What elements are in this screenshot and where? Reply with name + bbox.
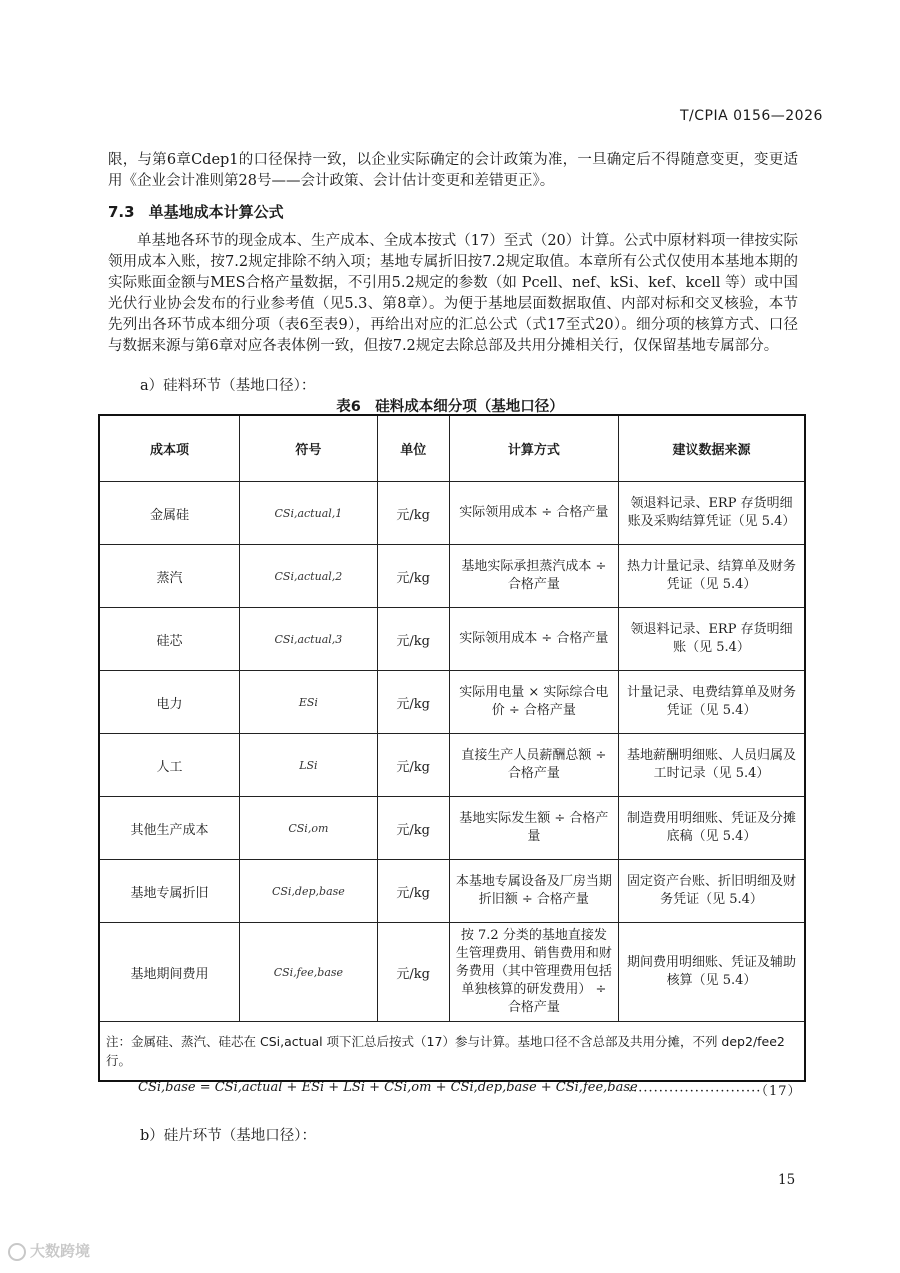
cell-calc: 实际领用成本 ÷ 合格产量 bbox=[449, 608, 618, 671]
cell-item: 电力 bbox=[99, 671, 240, 734]
header-data-source: 建议数据来源 bbox=[619, 415, 805, 482]
cell-calc: 基地实际发生额 ÷ 合格产量 bbox=[449, 797, 618, 860]
table-row bbox=[99, 923, 805, 1022]
cell-symbol: LSi bbox=[240, 734, 378, 797]
table-row bbox=[99, 482, 805, 545]
cell-item: 金属硅 bbox=[99, 482, 240, 545]
cell-calc: 直接生产人员薪酬总额 ÷ 合格产量 bbox=[449, 734, 618, 797]
cell-item: 硅芯 bbox=[99, 608, 240, 671]
cell-item: 基地期间费用 bbox=[99, 923, 240, 1022]
watermark-text: 大数跨境 bbox=[30, 1242, 91, 1260]
cell-source: 期间费用明细账、凭证及辅助核算（见 5.4） bbox=[619, 923, 805, 1022]
cell-item: 基地专属折旧 bbox=[99, 860, 240, 923]
document-code: T/CPIA 0156—2026 bbox=[680, 108, 823, 124]
cell-calc: 实际用电量 × 实际综合电价 ÷ 合格产量 bbox=[449, 671, 618, 734]
formula-dots: ·························· bbox=[628, 1084, 762, 1099]
table-row bbox=[99, 734, 805, 797]
cell-calc: 实际领用成本 ÷ 合格产量 bbox=[449, 482, 618, 545]
table-row bbox=[99, 545, 805, 608]
intro-paragraph: 限，与第6章Cdep1的口径保持一致，以企业实际确定的会计政策为准，一旦确定后不得随意变更，变更适用《企业会计准则第28号——会计政策、会计估计变更和差错更正》。 bbox=[108, 152, 798, 189]
body-paragraph: 单基地各环节的现金成本、生产成本、全成本按式（17）至式（20）计算。公式中原材料项一律按实际领用成本入账，按7.2规定排除不纳入项；基地专属折旧按7.2规定取值。本章所有公式仅使用本基地本期的实际账面金额与MES合格产量数据，不引用5.2规定的参数（如 Pcell、nef、kSi、kef、kcell 等）或中国光伏行业协会发布的行业参考值（见5.3、第8章）。为便于基地层面数据取值、内部对标和交叉核验，本节先列出各环节成本细分项（表6至表9），再给出对应的汇总公式（式17至式20）。细分项的核算方式、口径与数据来源与第6章对应各表体例一致，但按7.2规定去除总部及共用分摊相关行，仅保留基地专属部分。 bbox=[108, 233, 798, 354]
table-row bbox=[99, 671, 805, 734]
cell-source: 领退料记录、ERP 存货明细账及采购结算凭证（见 5.4） bbox=[619, 482, 805, 545]
cell-unit: 元/kg bbox=[377, 671, 449, 734]
item-a-label: a）硅料环节（基地口径）： bbox=[140, 378, 316, 394]
table-header-row bbox=[99, 415, 805, 482]
table-caption: 表6 硅料成本细分项（基地口径） bbox=[336, 399, 564, 415]
page-number: 15 bbox=[778, 1172, 796, 1188]
cell-item: 其他生产成本 bbox=[99, 797, 240, 860]
cell-unit: 元/kg bbox=[377, 923, 449, 1022]
section-heading bbox=[108, 201, 284, 222]
header-symbol: 符号 bbox=[240, 415, 378, 482]
cell-unit: 元/kg bbox=[377, 545, 449, 608]
cell-source: 领退料记录、ERP 存货明细账（见 5.4） bbox=[619, 608, 805, 671]
table-note-row bbox=[99, 1022, 805, 1082]
cell-symbol: CSi,dep,base bbox=[240, 860, 378, 923]
table-note: 注：金属硅、蒸汽、硅芯在 CSi,actual 项下汇总后按式（17）参与计算。基地口径不含总部及共用分摊，不列 dep2/fee2 行。 bbox=[99, 1022, 805, 1082]
cell-source: 基地薪酬明细账、人员归属及工时记录（见 5.4） bbox=[619, 734, 805, 797]
cell-calc: 按 7.2 分类的基地直接发生管理费用、销售费用和财务费用（其中管理费用包括单独核算的研发费用） ÷ 合格产量 bbox=[449, 923, 618, 1022]
formula-leader bbox=[628, 1080, 802, 1099]
header-calc-method: 计算方式 bbox=[449, 415, 618, 482]
formula-number: （17） bbox=[761, 1084, 802, 1099]
header-unit: 单位 bbox=[377, 415, 449, 482]
cell-source: 固定资产台账、折旧明细及财务凭证（见 5.4） bbox=[619, 860, 805, 923]
cell-source: 计量记录、电费结算单及财务凭证（见 5.4） bbox=[619, 671, 805, 734]
cell-calc: 基地实际承担蒸汽成本 ÷ 合格产量 bbox=[449, 545, 618, 608]
cell-item: 人工 bbox=[99, 734, 240, 797]
cell-symbol: CSi,om bbox=[240, 797, 378, 860]
table-row bbox=[99, 797, 805, 860]
cost-table bbox=[98, 414, 806, 1082]
cell-source: 热力计量记录、结算单及财务凭证（见 5.4） bbox=[619, 545, 805, 608]
cell-symbol: CSi,fee,base bbox=[240, 923, 378, 1022]
table-row bbox=[99, 608, 805, 671]
cell-unit: 元/kg bbox=[377, 734, 449, 797]
cell-unit: 元/kg bbox=[377, 482, 449, 545]
table-row bbox=[99, 860, 805, 923]
formula-17: CSi,base = CSi,actual + ESi + LSi + CSi,om + CSi,dep,base + CSi,fee,base bbox=[138, 1080, 638, 1095]
cell-unit: 元/kg bbox=[377, 608, 449, 671]
cell-calc: 本基地专属设备及厂房当期折旧额 ÷ 合格产量 bbox=[449, 860, 618, 923]
section-number: 7.3 bbox=[108, 203, 135, 221]
item-b-label: b）硅片环节（基地口径）： bbox=[140, 1128, 317, 1144]
cell-source: 制造费用明细账、凭证及分摊底稿（见 5.4） bbox=[619, 797, 805, 860]
header-cost-item: 成本项 bbox=[99, 415, 240, 482]
cell-unit: 元/kg bbox=[377, 797, 449, 860]
cell-symbol: ESi bbox=[240, 671, 378, 734]
section-title: 单基地成本计算公式 bbox=[148, 203, 284, 221]
watermark bbox=[8, 1240, 90, 1261]
cell-symbol: CSi,actual,1 bbox=[240, 482, 378, 545]
cell-symbol: CSi,actual,3 bbox=[240, 608, 378, 671]
cell-item: 蒸汽 bbox=[99, 545, 240, 608]
watermark-logo-icon bbox=[8, 1243, 26, 1261]
cell-unit: 元/kg bbox=[377, 860, 449, 923]
cell-symbol: CSi,actual,2 bbox=[240, 545, 378, 608]
